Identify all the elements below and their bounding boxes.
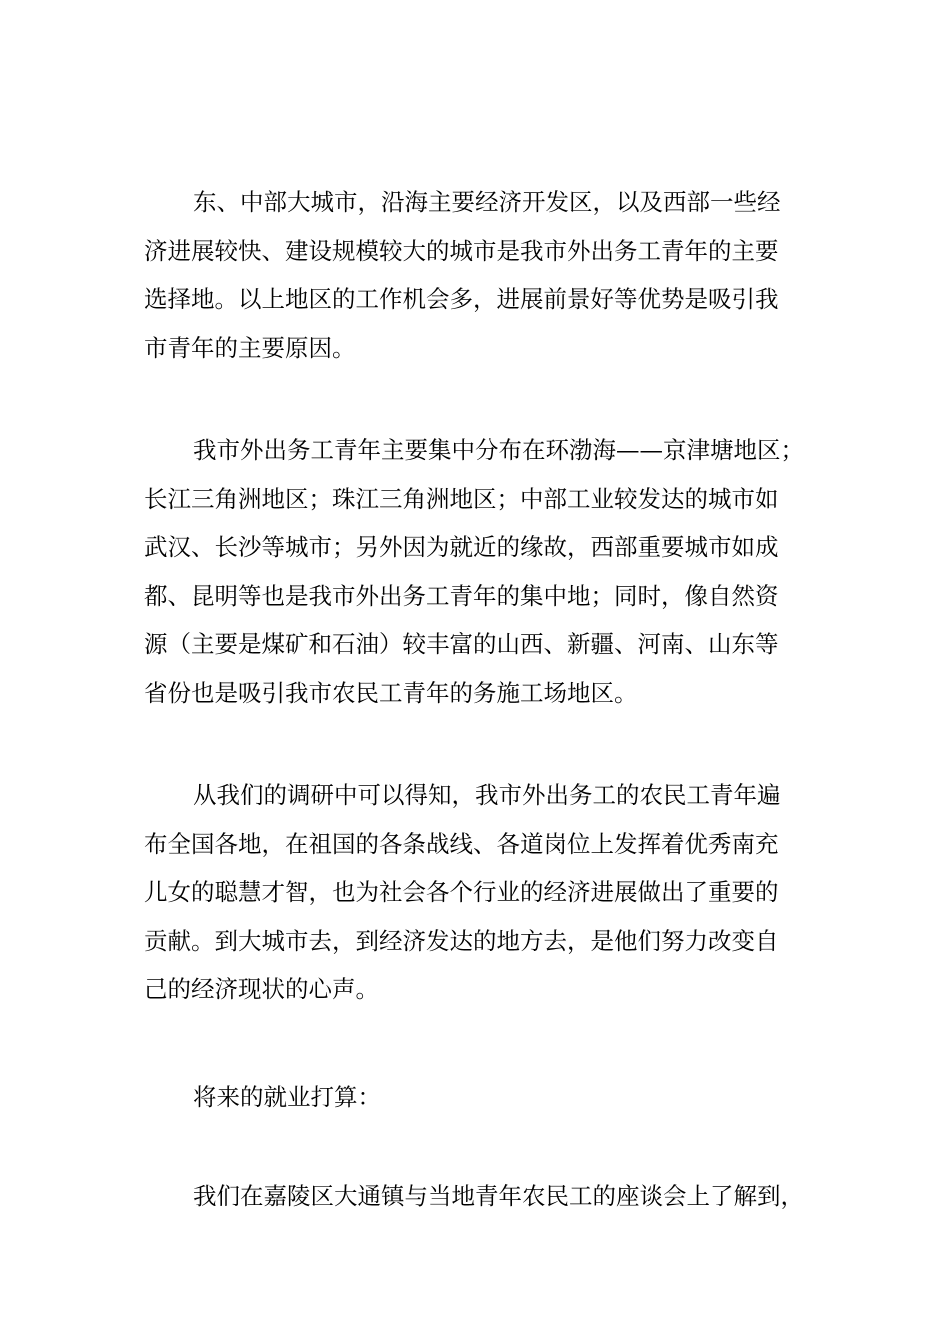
text-line: 济进展较快、建设规模较大的城市是我市外出务工青年的主要 [144,236,779,265]
paragraph-regions [144,426,826,718]
text-line: 从我们的调研中可以得知，我市外出务工的农民工青年遍 [193,781,781,809]
text-line: 将来的就业打算： [193,1083,381,1111]
text-line: 省份也是吸引我市农民工青年的务施工场地区。 [144,678,638,707]
text-line: 源（主要是煤矿和石油）较丰富的山西、新疆、河南、山东等 [144,630,779,659]
text-line: 东、中部大城市，沿海主要经济开发区，以及西部一些经 [193,188,781,216]
text-line: 儿女的聪慧才智，也为社会各个行业的经济进展做出了重要的 [144,878,779,907]
paragraph-survey-findings [144,771,826,1014]
text-line: 长江三角洲地区；珠江三角洲地区；中部工业较发达的城市如 [144,484,779,513]
paragraph-symposium [144,1172,826,1221]
section-heading-future-plans [144,1073,826,1122]
text-line: 选择地。以上地区的工作机会多，进展前景好等优势是吸引我 [144,285,779,314]
text-line: 武汉、长沙等城市；另外因为就近的缘故，西部重要城市如成 [144,533,779,562]
text-line: 市青年的主要原因。 [144,333,356,362]
text-line: 布全国各地，在祖国的各条战线、各道岗位上发挥着优秀南充 [144,829,779,858]
text-line: 我们在嘉陵区大通镇与当地青年农民工的座谈会上了解到， [193,1182,804,1210]
text-line: 我市外出务工青年主要集中分布在环渤海——京津塘地区； [193,436,804,464]
paragraph-destinations [144,178,826,372]
text-line: 己的经济现状的心声。 [144,975,379,1004]
text-line: 贡献。到大城市去，到经济发达的地方去，是他们努力改变自 [144,926,779,955]
text-line: 都、昆明等也是我市外出务工青年的集中地；同时，像自然资 [144,581,779,610]
